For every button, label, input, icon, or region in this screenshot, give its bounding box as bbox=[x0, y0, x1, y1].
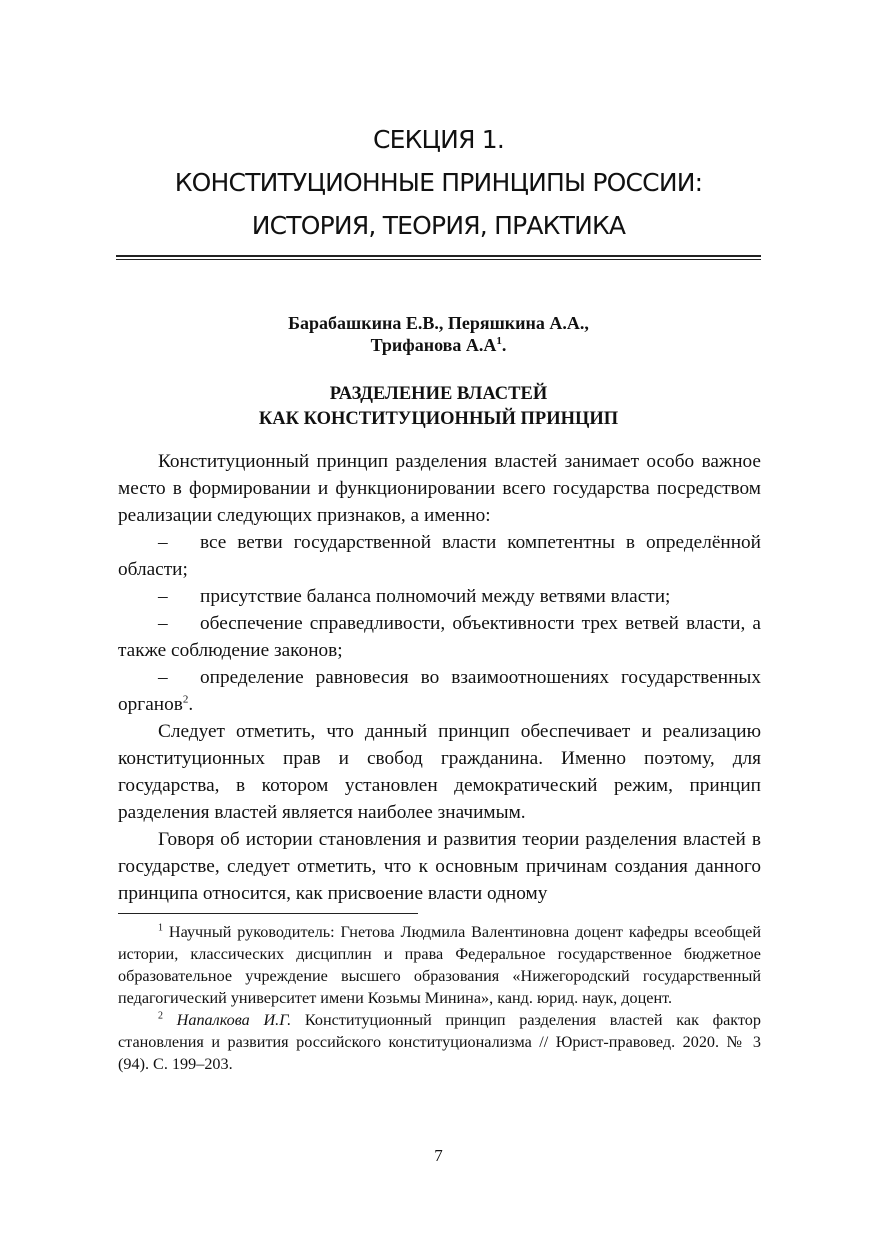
page-number: 7 bbox=[434, 1146, 443, 1165]
heading-divider-thick bbox=[116, 255, 761, 257]
footnote-1-number: 1 bbox=[158, 922, 163, 934]
list-item-end: . bbox=[188, 694, 194, 715]
footnote-2-number: 2 bbox=[158, 1010, 163, 1022]
footnote-2 bbox=[118, 1009, 761, 1075]
authors-line-2-end: . bbox=[501, 335, 507, 355]
section-heading-line-3: ИСТОРИЯ, ТЕОРИЯ, ПРАКТИКА bbox=[251, 211, 626, 240]
list-item-text: обеспечение справедливости, объективности трех ветвей власти, а также соблюдение законов; bbox=[118, 613, 761, 661]
authors-line-2-text: Трифанова А.А bbox=[370, 335, 497, 355]
footnote-2-author: Напалкова И.Г. bbox=[163, 1011, 292, 1029]
heading-divider-thin bbox=[116, 259, 761, 260]
list-item-text: определение равновесия во взаимоотношениях государственных органов bbox=[118, 667, 761, 715]
paragraph-3: Говоря об истории становления и развития теории разделения властей в государстве, следует отметить, что к основным причинам создания данного принципа относится, как присвоение власти одному bbox=[118, 829, 761, 904]
section-heading bbox=[100, 118, 777, 247]
list-item-text: все ветви государственной власти компетентны в определённой области; bbox=[118, 532, 761, 580]
footnote-separator bbox=[118, 913, 418, 914]
authors-line-2 bbox=[100, 334, 777, 356]
list-dash: – bbox=[158, 613, 168, 634]
footnote-1 bbox=[118, 921, 761, 1009]
list-dash: – bbox=[158, 532, 168, 553]
footnote-ref-2[interactable]: 2 bbox=[182, 693, 189, 706]
section-heading-line-1: СЕКЦИЯ 1. bbox=[372, 125, 505, 154]
list-item-text: присутствие баланса полномочий между ветвями власти; bbox=[200, 586, 671, 607]
paragraph-2: Следует отметить, что данный принцип обеспечивает и реализацию конституционных прав и свобод гражданина. Именно поэтому, для государства, в котором установлен демократический режим, принцип разделения властей является наиболее значимым. bbox=[118, 721, 761, 823]
footnote-2-text: Конституционный принцип разделения властей как фактор становления и развития российского конституционализма // Юрист-правовед. 2020. № 3 (94). С. 199–203. bbox=[118, 1011, 761, 1073]
footnote-1-text: Научный руководитель: Гнетова Людмила Валентиновна доцент кафедры всеобщей истории, классических дисциплин и права Федеральное государственное бюджетное образовательное учреждение высшего образования «Нижегородский государственный педагогический университет имени Козьмы Минина», канд. юрид. наук, доцент. bbox=[118, 923, 761, 1007]
article-body bbox=[118, 448, 761, 907]
paragraph-1: Конституционный принцип разделения властей занимает особо важное место в формировании и функционировании всего государства посредством реализации следующих признаков, а именно: bbox=[118, 451, 761, 526]
article-title bbox=[100, 382, 777, 432]
list-item bbox=[118, 664, 761, 718]
authors-line-1: Барабашкина Е.В., Пеpяшкина А.А., bbox=[288, 313, 589, 333]
footnotes bbox=[118, 921, 761, 1075]
section-heading-line-2: КОНСТИТУЦИОННЫЕ ПРИНЦИПЫ РОССИИ: bbox=[174, 168, 703, 197]
list-item bbox=[118, 583, 761, 610]
article-title-line-1: РАЗДЕЛЕНИЕ ВЛАСТЕЙ bbox=[329, 384, 548, 404]
footnote-ref-1[interactable]: 1 bbox=[496, 335, 502, 347]
list-item bbox=[118, 529, 761, 583]
list-item bbox=[118, 610, 761, 664]
list-dash: – bbox=[158, 586, 168, 607]
article-authors bbox=[100, 312, 777, 356]
list-dash: – bbox=[158, 667, 168, 688]
article-title-line-2: КАК КОНСТИТУЦИОННЫЙ ПРИНЦИП bbox=[258, 409, 619, 429]
